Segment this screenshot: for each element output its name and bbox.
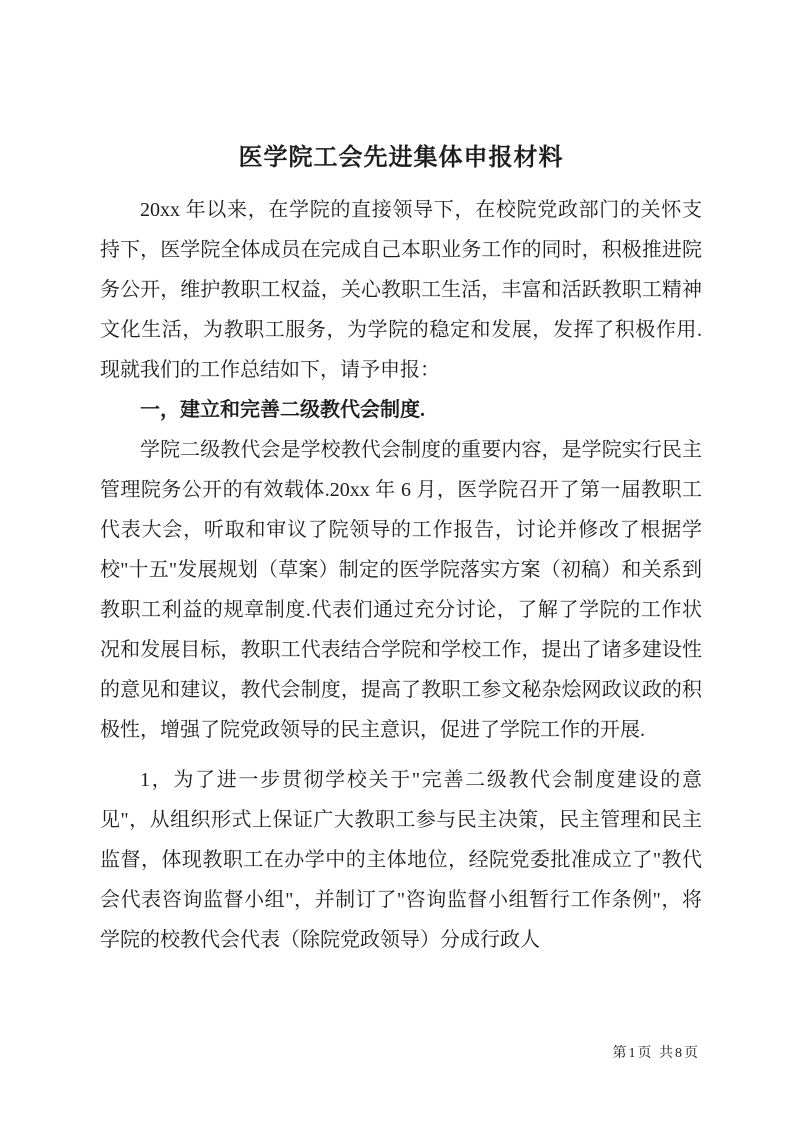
paragraph-section-heading: 一，建立和完善二级教代会制度. [140,399,425,421]
document-title: 医学院工会先进集体申报材料 [238,145,564,171]
paragraph: 学院二级教代会是学校教代会制度的重要内容，是学院实行民主管理院务公开的有效载体.20xx 年 6 月，医学院召开了第一届教职工代表大会，听取和审议了院领导的工作报告，讨论并修改了根据学校"十五"发展规划（草案）制定的医学院落实方案（初稿）和关系到教职工利益的规章制度.代表们通过充分讨论，了解了学院的工作状况和发展目标，教职工代表结合学院和学校工作，提出了诸多建设性的意见和建议，教代会制度，提高了教职工参文秘杂烩网政议政的积极性，增强了院党政领导的民主意识，促进了学院工作的开展. [100,439,702,741]
paragraph: 1，为了进一步贯彻学校关于"完善二级教代会制度建设的意见"，从组织形式上保证广大教职工参与民主决策，民主管理和民主监督，体现教职工在办学中的主体地位，经院党委批准成立了"教代会代表咨询监督小组"，并制订了"咨询监督小组暂行工作条例"，将学院的校教代会代表（除院党政领导）分成行政人 [100,769,702,951]
page-number-footer: 第1页 共8页 [612,1046,700,1061]
paragraph: 20xx 年以来，在学院的直接领导下，在校院党政部门的关怀支持下，医学院全体成员在完成自己本职业务工作的同时，积极推进院务公开，维护教职工权益，关心教职工生活，丰富和活跃教职工精神文化生活，为教职工服务，为学院的稳定和发展，发挥了积极作用.现就我们的工作总结如下，请予申报： [100,199,702,381]
